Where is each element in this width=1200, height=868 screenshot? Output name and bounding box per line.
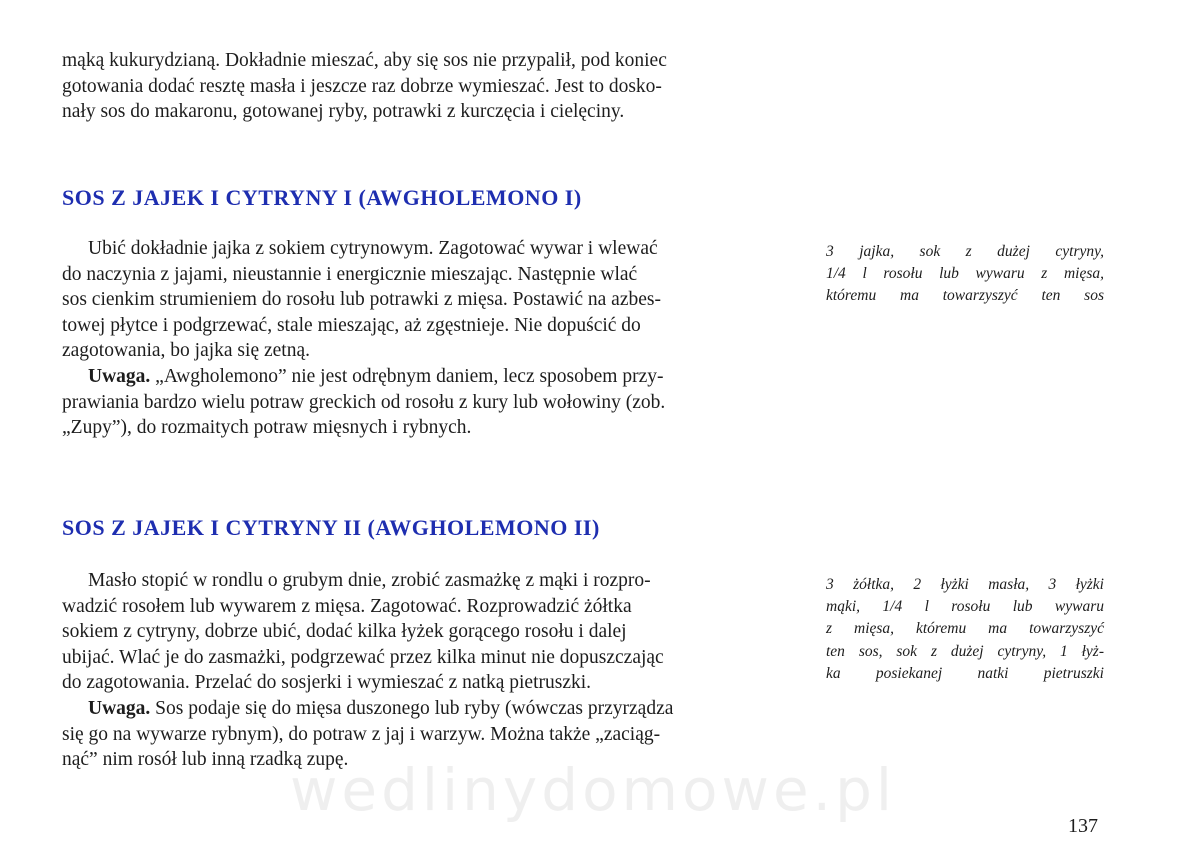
section-1-body	[62, 236, 792, 441]
text-line: sos cienkim strumieniem do rosołu lub potrawki z mięsa. Postawić na azbes-	[62, 289, 661, 311]
text-line: towej płytce i podgrzewać, stale mieszając, aż zgęstnieje. Nie dopuścić do	[62, 314, 641, 336]
text-line: gotowania dodać resztę masła i jeszcze raz dobrze wymieszać. Jest to dosko-	[62, 75, 662, 97]
section-title-2: SOS Z JAJEK I CYTRYNY II (AWGHOLEMONO II)	[62, 515, 600, 540]
page-number: 137	[1068, 815, 1098, 837]
note-text: „Awgholemono” nie jest odrębnym daniem, lecz sposobem przy-	[150, 365, 664, 387]
section-2-ingredients	[826, 574, 1104, 685]
text-line: zagotowania, bo jajka się zetną.	[62, 340, 310, 362]
note-line	[62, 364, 792, 390]
text-line: nały sos do makaronu, gotowanej ryby, potrawki z kurczęcia i cielęciny.	[62, 101, 625, 123]
text-line: nąć” nim rosół lub inną rzadką zupę.	[62, 749, 349, 771]
text-line: się go na wywarze rybnym), do potraw z jaj i warzyw. Można także „zaciąg-	[62, 723, 661, 745]
text-line: Masło stopić w rondlu o grubym dnie, zrobić zasmażkę z mąki i rozpro-	[88, 570, 651, 591]
text-line: „Zupy”), do rozmaitych potraw mięsnych i rybnych.	[62, 417, 472, 439]
text-line: Ubić dokładnie jajka z sokiem cytrynowym. Zagotować wywar i wlewać	[88, 238, 658, 259]
ingredient-line: 3 jajka, sok z dużej cytryny,	[826, 243, 1104, 260]
section-title-1: SOS Z JAJEK I CYTRYNY I (AWGHOLEMONO I)	[62, 185, 582, 210]
text-line: do naczynia z jajami, nieustannie i energicznie mieszając. Następnie wlać	[62, 263, 638, 285]
text-line: ubijać. Wlać je do zasmażki, podgrzewać przez kilka minut nie dopuszczając	[62, 646, 664, 668]
ingredient-line: mąki, 1/4 l rosołu lub wywaru	[826, 598, 1104, 616]
watermark: wedlinydomowe.pl	[290, 756, 897, 824]
ingredient-line: z mięsa, któremu ma towarzyszyć	[826, 620, 1104, 638]
text-line: wadzić rosołem lub wywarem z mięsa. Zagotować. Rozprowadzić żółtka	[62, 595, 632, 617]
text-line: mąką kukurydzianą. Dokładnie mieszać, aby się sos nie przypalił, pod koniec	[62, 50, 667, 71]
text-line: sokiem z cytryny, dobrze ubić, dodać kilka łyżek gorącego rosołu i dalej	[62, 621, 627, 643]
ingredient-line: któremu ma towarzyszyć ten sos	[826, 287, 1104, 305]
note-line	[62, 696, 792, 722]
note-label: Uwaga.	[88, 697, 151, 719]
ingredient-line: 1/4 l rosołu lub wywaru z mięsa,	[826, 265, 1104, 283]
section-2-body	[62, 568, 792, 773]
text-line: do zagotowania. Przelać do sosjerki i wymieszać z natką pietruszki.	[62, 672, 592, 694]
section-1-ingredients	[826, 241, 1104, 308]
ingredient-line: ten sos, sok z dużej cytryny, 1 łyż-	[826, 642, 1104, 660]
note-text: Sos podaje się do mięsa duszonego lub ryby (wówczas przyrządza	[150, 697, 674, 719]
text-line: prawiania bardzo wielu potraw greckich od rosołu z kury lub wołowiny (zob.	[62, 391, 666, 413]
intro-paragraph	[62, 48, 792, 125]
ingredient-line: 3 żółtka, 2 łyżki masła, 3 łyżki	[826, 576, 1104, 593]
note-label: Uwaga.	[88, 365, 151, 387]
ingredient-line: ka posiekanej natki pietruszki	[826, 664, 1104, 682]
